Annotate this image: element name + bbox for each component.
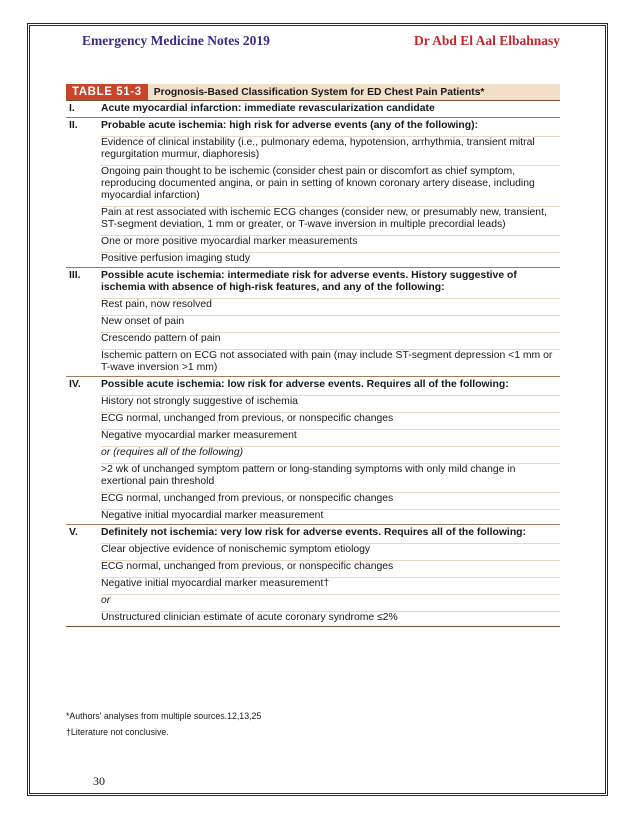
classification-row bbox=[66, 117, 560, 134]
classification-row bbox=[66, 267, 560, 296]
criterion-row bbox=[66, 134, 560, 163]
row-number bbox=[66, 235, 101, 248]
criterion-row bbox=[66, 541, 560, 558]
criterion-row bbox=[66, 347, 560, 376]
row-number bbox=[66, 298, 101, 311]
row-text: Definitely not ischemia: very low risk for adverse events. Requires all of the following: bbox=[101, 527, 526, 538]
classification-row bbox=[66, 100, 560, 117]
row-number: IV. bbox=[69, 379, 81, 390]
row-number: III. bbox=[69, 270, 81, 281]
criterion-row bbox=[66, 233, 560, 250]
row-number bbox=[66, 252, 101, 265]
row-text: New onset of pain bbox=[101, 315, 560, 328]
row-number bbox=[66, 594, 101, 607]
row-number bbox=[66, 165, 101, 202]
row-text: or (requires all of the following) bbox=[101, 446, 560, 459]
row-text: Unstructured clinician estimate of acute coronary syndrome ≤2% bbox=[101, 611, 560, 624]
row-text: Possible acute ischemia: intermediate risk for adverse events. History suggestive of ischemia with absence of high-risk features, and any of the following: bbox=[101, 270, 517, 293]
row-number bbox=[66, 543, 101, 556]
row-number: V. bbox=[69, 527, 78, 538]
row-number bbox=[66, 206, 101, 231]
row-text: >2 wk of unchanged symptom pattern or long-standing symptoms with only mild change in exertional pain threshold bbox=[101, 463, 560, 488]
row-text: Possible acute ischemia: low risk for adverse events. Requires all of the following: bbox=[101, 379, 509, 390]
row-number bbox=[66, 349, 101, 374]
row-number bbox=[66, 492, 101, 505]
footnote-literature: †Literature not conclusive. bbox=[66, 727, 169, 737]
row-text: Ischemic pattern on ECG not associated with pain (may include ST-segment depression <1 mm or T-wave inversion >1 mm) bbox=[101, 349, 560, 374]
criterion-row bbox=[66, 330, 560, 347]
header-left-title: Emergency Medicine Notes 2019 bbox=[82, 33, 270, 48]
row-number: II. bbox=[69, 120, 78, 131]
row-text: Pain at rest associated with ischemic ECG changes (consider new, or presumably new, transient, ST-segment deviation, 1 mm or greater, or T-wave inversion in multiple precordial leads) bbox=[101, 206, 560, 231]
criterion-row bbox=[66, 575, 560, 592]
table-title: Prognosis-Based Classification System for ED Chest Pain Patients* bbox=[153, 86, 485, 98]
criterion-row bbox=[66, 204, 560, 233]
table-body bbox=[66, 100, 560, 626]
row-text: Negative myocardial marker measurement bbox=[101, 429, 560, 442]
row-text: ECG normal, unchanged from previous, or nonspecific changes bbox=[101, 492, 560, 505]
row-number bbox=[66, 315, 101, 328]
footnote-sources: *Authors' analyses from multiple sources.12,13,25 bbox=[66, 711, 262, 721]
row-number bbox=[66, 395, 101, 408]
row-number: I. bbox=[69, 103, 75, 114]
header-author: Dr Abd El Aal Elbahnasy bbox=[414, 33, 561, 48]
row-text: Negative initial myocardial marker measurement† bbox=[101, 577, 560, 590]
row-text: Acute myocardial infarction: immediate revascularization candidate bbox=[101, 103, 435, 114]
row-number bbox=[66, 509, 101, 522]
row-text: Probable acute ischemia: high risk for adverse events (any of the following): bbox=[101, 120, 479, 131]
criterion-row bbox=[66, 507, 560, 524]
page-number: 30 bbox=[93, 774, 105, 788]
criterion-row bbox=[66, 609, 560, 626]
criterion-row bbox=[66, 296, 560, 313]
row-text: or bbox=[101, 594, 560, 607]
row-number bbox=[66, 446, 101, 459]
row-number bbox=[66, 560, 101, 573]
classification-row bbox=[66, 524, 560, 541]
criterion-row bbox=[66, 490, 560, 507]
row-text: One or more positive myocardial marker measurements bbox=[101, 235, 560, 248]
row-text: Ongoing pain thought to be ischemic (consider chest pain or discomfort as chief symptom, reproducing documented angina, or pain in setting of known coronary artery disease, including myocardial infarction) bbox=[101, 165, 560, 202]
row-number bbox=[66, 136, 101, 161]
row-number bbox=[66, 412, 101, 425]
criterion-row bbox=[66, 592, 560, 609]
row-number bbox=[66, 611, 101, 624]
row-text: Evidence of clinical instability (i.e., pulmonary edema, hypotension, arrhythmia, transient mitral regurgitation murmur, diaphoresis) bbox=[101, 136, 560, 161]
row-number bbox=[66, 463, 101, 488]
row-number bbox=[66, 429, 101, 442]
row-text: ECG normal, unchanged from previous, or nonspecific changes bbox=[101, 560, 560, 573]
row-text: Negative initial myocardial marker measurement bbox=[101, 509, 560, 522]
criterion-row bbox=[66, 444, 560, 461]
table-bottom-rule bbox=[66, 626, 560, 627]
criterion-row bbox=[66, 410, 560, 427]
row-text: Rest pain, now resolved bbox=[101, 298, 560, 311]
classification-table bbox=[66, 84, 560, 627]
row-text: History not strongly suggestive of ischemia bbox=[101, 395, 560, 408]
table-tag: TABLE 51-3 bbox=[66, 84, 148, 100]
criterion-row bbox=[66, 163, 560, 204]
criterion-row bbox=[66, 313, 560, 330]
criterion-row bbox=[66, 393, 560, 410]
row-number bbox=[66, 577, 101, 590]
criterion-row bbox=[66, 250, 560, 267]
criterion-row bbox=[66, 427, 560, 444]
row-text: ECG normal, unchanged from previous, or nonspecific changes bbox=[101, 412, 560, 425]
classification-row bbox=[66, 376, 560, 393]
row-text: Positive perfusion imaging study bbox=[101, 252, 560, 265]
row-text: Crescendo pattern of pain bbox=[101, 332, 560, 345]
criterion-row bbox=[66, 558, 560, 575]
table-title-bar bbox=[66, 84, 560, 100]
row-text: Clear objective evidence of nonischemic symptom etiology bbox=[101, 543, 560, 556]
criterion-row bbox=[66, 461, 560, 490]
row-number bbox=[66, 332, 101, 345]
